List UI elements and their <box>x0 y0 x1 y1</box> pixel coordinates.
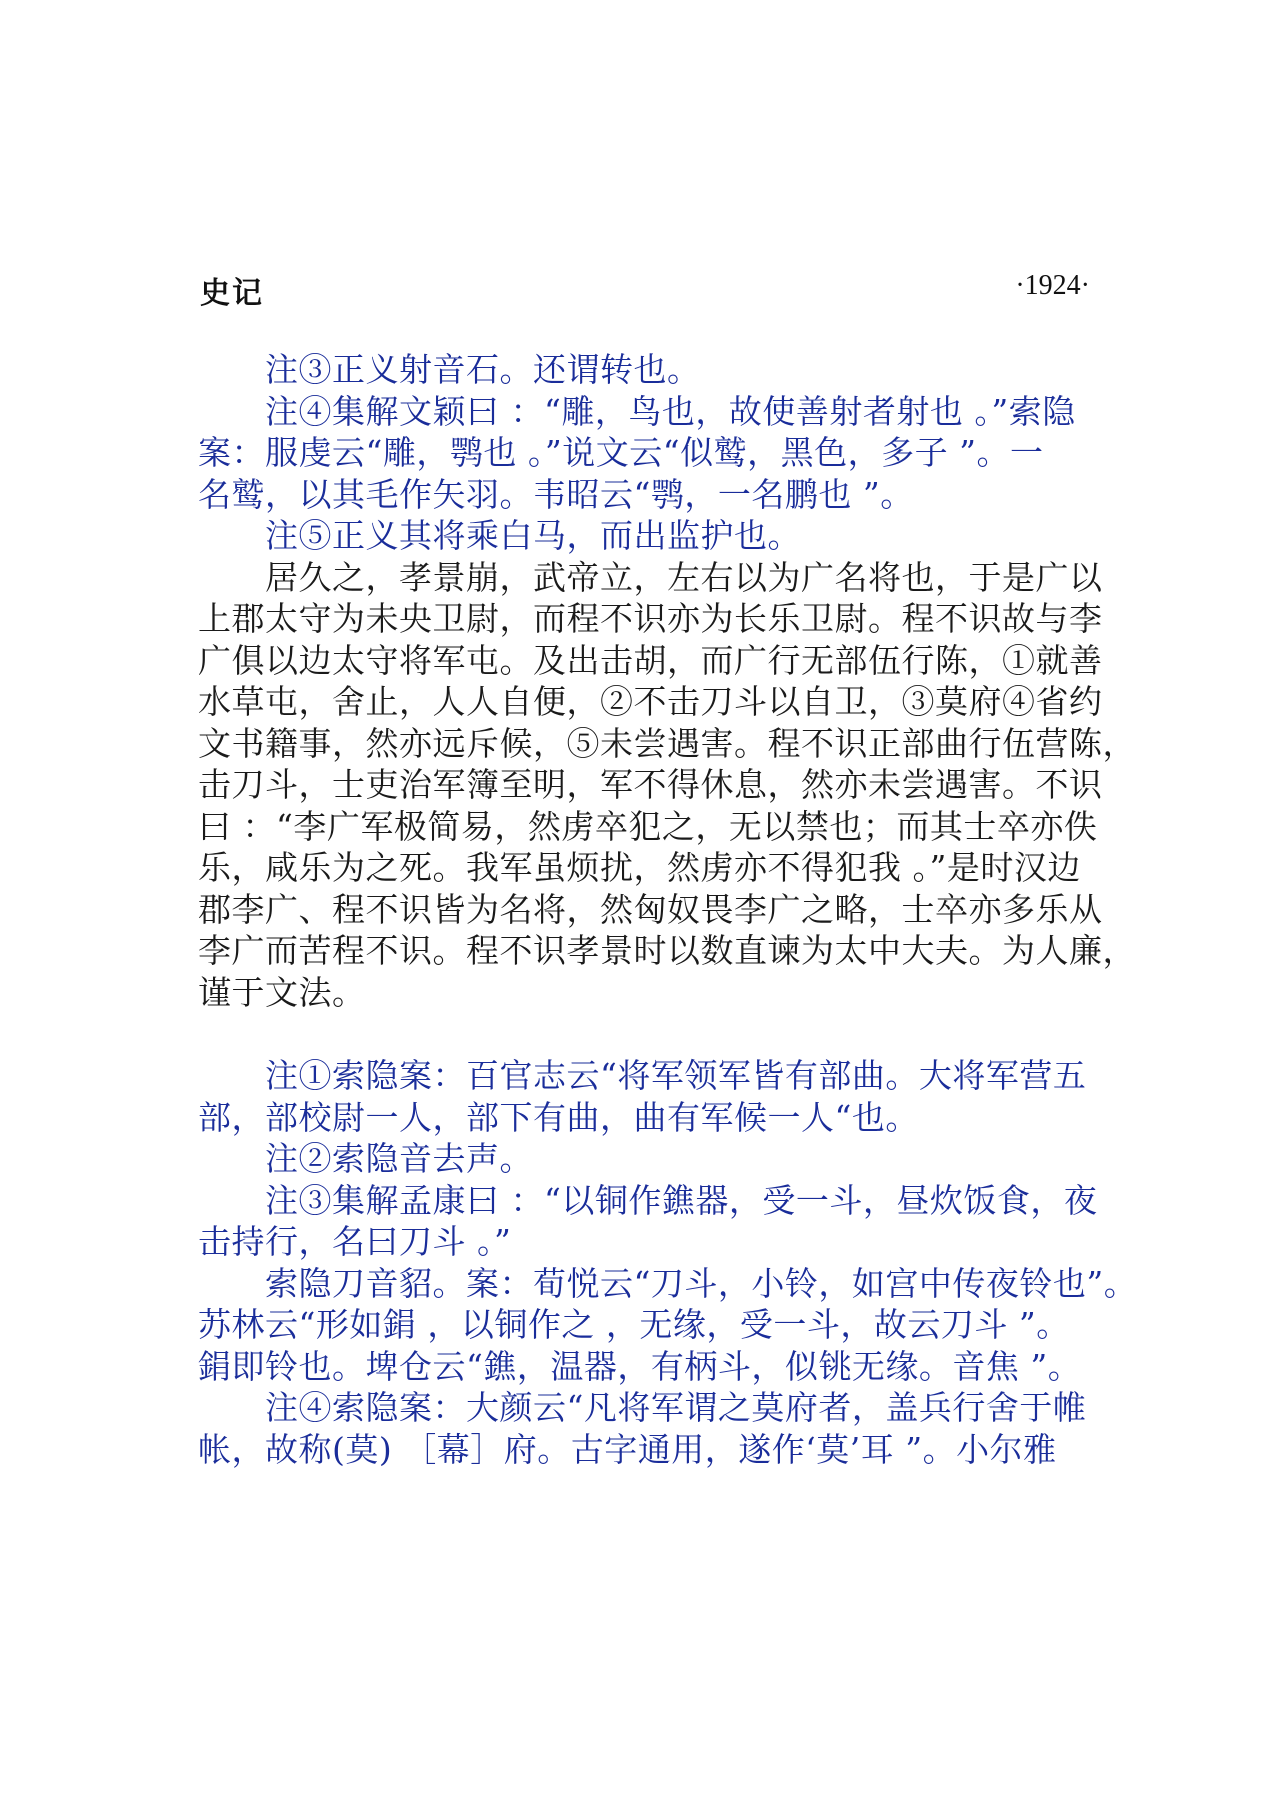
text-line: 击刀斗，士吏治军簿至明，军不得休息，然亦未尝遇害。不识 <box>198 765 1103 804</box>
text-line: 李广而苦程不识。程不识孝景时以数直谏为太中大夫。为人廉， <box>198 931 1136 970</box>
book-title: 史记 <box>200 276 264 311</box>
annotation-line: 击持行，名曰刀斗 。” <box>198 1222 512 1261</box>
page-body <box>198 349 1138 1470</box>
annotation-line: 注④集解文颖曰 ：“雕，鸟也，故使善射者射也 。”索隐 <box>198 391 1076 431</box>
annotation-line: 案：服虔云“雕，鹗也 。”说文云“似鹫，黑色，多子 ”。一 <box>198 433 1044 472</box>
annotation-line: 注④索隐案：大颜云“凡将军谓之莫府者，盖兵行舍于帷 <box>198 1388 1087 1427</box>
text-line: 上郡太守为未央卫尉，而程不识亦为长乐卫尉。程不识故与李 <box>198 599 1103 638</box>
annotation-line: 注③正义射音石。还谓转也。 <box>198 350 701 389</box>
page-header <box>200 268 1090 311</box>
annotation-line: 苏林云“形如鋗 ，以铜作之 ，无缘，受一斗，故云刀斗 ”。 <box>198 1305 1070 1344</box>
text-line: 郡李广、程不识皆为名将，然匈奴畏李广之略，士卒亦多乐从 <box>198 889 1103 929</box>
annotation-line: 帐，故称(莫) ［幕］府。古字通用，遂作‘莫’耳 ”。小尔雅 <box>198 1429 1057 1469</box>
text-line: 居久之，孝景崩，武帝立，左右以为广名将也，于是广以 <box>198 557 1103 597</box>
text-line: 谨于文法。 <box>198 972 366 1012</box>
annotation-line: 部，部校尉一人，部下有曲，曲有军候一人“也。 <box>198 1097 919 1137</box>
paragraph-gap <box>198 1013 1108 1055</box>
text-block-main <box>198 349 1136 1013</box>
annotation-line: 名鹫，以其毛作矢羽。韦昭云“鹗，一名鹏也 ”。 <box>198 474 914 514</box>
annotation-line: 索隐刀音貂。案：荀悦云“刀斗，小铃，如宫中传夜铃也”。 <box>198 1263 1138 1303</box>
text-line: 水草屯，舍止，人人自便，②不击刀斗以自卫，③莫府④省约 <box>198 682 1103 721</box>
annotation-line: 注⑤正义其将乘白马，而出监护也。 <box>198 516 801 555</box>
text-line: 乐，咸乐为之死。我军虽烦扰，然虏亦不得犯我 。”是时汉边 <box>198 848 1081 887</box>
annotation-line: 注①索隐案：百官志云“将军领军皆有部曲。大将军营五 <box>198 1056 1087 1095</box>
text-block-notes <box>198 1055 1138 1470</box>
annotation-line: 鋗即铃也。埤仓云“鐎，温器，有柄斗，似铫无缘。音焦 ”。 <box>198 1346 1082 1386</box>
text-line: 文书籍事，然亦远斥候，⑤未尝遇害。程不识正部曲行伍营陈， <box>198 723 1136 763</box>
text-line: 曰 ：“李广军极简易，然虏卒犯之，无以禁也；而其士卒亦佚 <box>198 806 1098 846</box>
annotation-line: 注③集解孟康曰 ：“以铜作鐎器，受一斗，昼炊饭食，夜 <box>198 1180 1098 1220</box>
annotation-line: 注②索隐音去声。 <box>198 1139 533 1178</box>
text-line: 广俱以边太守将军屯。及出击胡，而广行无部伍行陈，①就善 <box>198 640 1103 680</box>
page-number: ·1924· <box>1015 270 1090 301</box>
